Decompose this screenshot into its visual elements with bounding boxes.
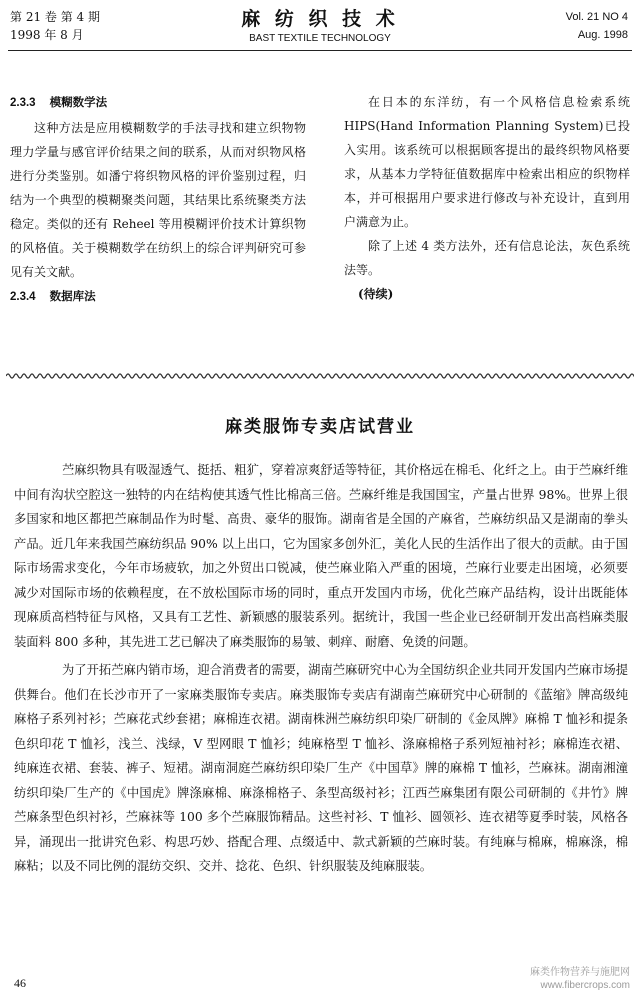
article-paragraph-1: 苎麻织物具有吸湿透气、挺括、粗犷，穿着凉爽舒适等特征，其价格远在棉毛、化纤之上。由于苎麻纤维中间有沟状空腔这一独特的内在结构使其透气性比棉高三倍。苎麻纤维是我国国宝，产量占世界 98%。世界上很多国家和地区都把苎麻制品作为时髦、高贵、豪华的服饰。湖南省是全国的产麻省，苎麻纺织品又是湖南的拳头产品。近几年来我国苎麻纺织品 90% 以上出口，它为国家多创外汇，美化人民的生活作出了很大的贡献。由于国际市场需求变化，今年市场疲软，加之外贸出口锐减，使苎麻业陷入严重的困境，苎麻行业要走出困境，必须要减少对国际市场的依赖程度，在不放松国际市场的同时，重点开发国内市场，优化苎麻产品结构，设计出既能体现麻质高档特征与风格，又具有工艺性、新颖感的服装系列。据统计，我国一些企业已经研制开发出高档麻类服装面料 800 多种，其先进工艺已解决了麻类服饰的易皱、刺痒、耐磨、免烫的问题。 [14,463,628,649]
journal-header [0,6,640,54]
wavy-divider [6,372,634,380]
paragraph-fuzzy-math: 这种方法是应用模糊数学的手法寻找和建立织物物理力学量与感官评价结果之间的联系，从而对织物风格进行分类鉴别。如潘宁将织物风格的评价鉴别过程，归结为一个典型的模糊聚类问题，其结果比系统聚类方法稳定。类似的还有 Reheel 等用模糊评价技术计算织物的风格值。关于模糊数学在纺织上的综合评判研究可参见有关文献。 [10,121,306,279]
section-heading-2-3-3 [10,90,306,116]
to-be-continued: (待续) [358,287,394,301]
paragraph-other-methods: 除了上述 4 类方法外，还有信息论法，灰色系统法等。 [344,239,630,277]
section-title: 模糊数学法 [49,95,108,109]
volume-en: Vol. 21 NO 4 [565,11,628,23]
right-column [344,90,630,306]
paragraph-hips: 在日本的东洋纺，有一个风格信息检索系统 HIPS(Hand Information Planning System)已投入实用。该系统可以根据顾客提出的最终织物风格要求，从基本力学特征值数据库中检索出相应的织物样本，并可根据用户要求进行修改与补充设计，直到用户满意为止。 [344,95,630,229]
header-right [566,8,628,44]
article-paragraph-2: 为了开拓苎麻内销市场，迎合消费者的需要，湖南苎麻研究中心为全国纺织企业共同开发国内苎麻市场提供舞台。他们在长沙市开了一家麻类服饰专卖店。麻类服饰专卖店有湖南苎麻研究中心研制的《蓝缩》牌高级纯麻格子系列衬衫；苎麻花式纱套裙；麻棉连衣裙。湖南株洲苎麻纺织印染厂研制的《金凤牌》麻棉 T 恤衫和提条色织印花 T 恤衫，浅兰、浅绿，V 型网眼 T 恤衫；纯麻格型 T 恤衫、涤麻棉格子系列短袖衬衫；麻棉连衣裙、纯麻连衣裙、套装、裤子、短裙。湖南洞庭苎麻纺织印染厂生产《中国草》牌的麻棉 T 恤衫，苎麻袜。湖南湘潼纺织印染厂生产的《中国虎》牌涤麻棉、麻涤棉格子、条型高级衬衫；江西苎麻集团有限公司研制的《井竹》牌苎麻条型色织衬衫，苎麻袜等 100 多个苎麻服饰精品。这些衬衫、T 恤衫、圆领衫、连衣裙等夏季时装，风格各异，涌现出一批讲究色彩、构思巧妙、搭配合理、点缀适中、款式新颖的苎麻时装。有纯麻与棉麻，棉麻涤，棉麻粘；以及不同比例的混纺交织、交并、捻花、色织、针织服装及纯麻服装。 [14,663,628,873]
site-watermark [530,966,630,992]
section-heading-2-3-4 [10,284,306,310]
section-number: 2.3.4 [10,291,36,303]
journal-title-cn: 麻 纺 织 技 术 [241,8,399,30]
header-rule [8,50,632,51]
article-title: 麻类服饰专卖店试营业 [225,417,415,437]
journal-title-en: BAST TEXTILE TECHNOLOGY [249,33,391,44]
watermark-line-2: www.fibercrops.com [540,980,630,991]
section-number: 2.3.3 [10,97,36,109]
page-number: 46 [14,976,26,990]
date-cn: 1998 年 8 月 [10,28,84,42]
article-body [14,458,628,879]
date-en: Aug. 1998 [577,29,628,41]
volume-cn: 第 21 卷 第 4 期 [10,10,100,24]
watermark-line-1: 麻类作物营养与施肥网 [530,967,630,978]
left-column [10,90,306,310]
header-center [0,6,640,46]
section-title: 数据库法 [49,289,96,303]
